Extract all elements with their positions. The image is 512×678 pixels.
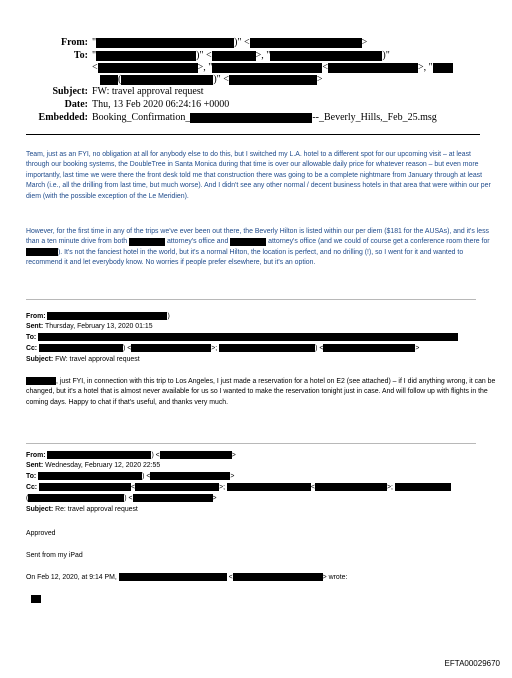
from-value: " )" < >	[92, 37, 368, 48]
to-label: To:	[73, 50, 88, 61]
subject-value: FW: travel approval request	[92, 86, 204, 97]
header-divider	[26, 134, 480, 135]
fw2-to: To: ) < >	[26, 473, 235, 480]
fw1-to	[26, 333, 458, 343]
para2-part-a: However, for the first time in any of the trips we've ever been out there, the Beverly Hilton is listed within our per diem ($181 for the AUSAs), and it's less than a ten minute drive from both	[26, 228, 489, 246]
fw2-subject-value: Re: travel approval request	[55, 506, 138, 513]
fw1-from: From: )	[26, 313, 170, 320]
fw2-to-label: To:	[26, 473, 37, 480]
para2-part-b: attorney's office and	[166, 238, 229, 246]
document-id: EFTA00029670	[444, 659, 500, 668]
forward-separator-1	[26, 299, 476, 300]
fw2-sent-label: Sent:	[26, 462, 44, 469]
fw2-sent	[26, 461, 160, 471]
fw1-subject-label: Subject:	[26, 356, 54, 363]
body-paragraph-1: Team, just as an FYI, no obligation at all for anybody else to do this, but I switched my L.A. hotel to a different spot for our upcoming visit – at least through our booking systems, the DoubleTree in Santa Monica during that time is over our allowable daily price for whatever reason – but even more importantly, last time we were there the front desk told me that construction there was going to be a complete nightmare from January through at least March (i.e., all the drilling from last time, but much worse). And I didn't see any other normal / decent business hotels in that area that were within our per diem (with the possible exception of the Le Meridien).	[26, 151, 491, 200]
fw2-from: From: ) < >	[26, 452, 236, 459]
fw2-on-prefix: On Feb 12, 2020, at 9:14 PM,	[26, 574, 117, 581]
fw2-approved: Approved	[26, 530, 56, 537]
embedded-value	[92, 112, 437, 123]
to-value-line2: < >, " < >, "	[92, 62, 453, 73]
to-value-line3: ( )" < >	[100, 74, 323, 85]
fw2-wrote: wrote:	[328, 574, 348, 581]
from-label: From:	[60, 37, 88, 48]
date-label: Date:	[64, 99, 88, 110]
fw2-subject	[26, 505, 138, 515]
fw2-cc: Cc: < >; < >;	[26, 483, 451, 493]
fw2-subject-label: Subject:	[26, 506, 54, 513]
subject-label: Subject:	[52, 86, 88, 97]
fw2-from-label: From:	[26, 452, 46, 459]
fw1-cc: Cc: ) < >; ) < >	[26, 345, 420, 352]
fw1-from-label: From:	[26, 313, 46, 320]
body-paragraph-2	[26, 227, 492, 269]
para2-part-d: ). It's not the fanciest hotel in the world, but it's a normal Hilton, the location is perfect, and no drilling (!), so I went for it and wanted to recommend it and let everybody know. No worries if people prefer elsewhere, but it's an option.	[26, 248, 464, 267]
fw2-on-line: On Feb 12, 2020, at 9:14 PM, < > wrote:	[26, 574, 348, 581]
fw1-subject	[26, 355, 140, 365]
redaction-block	[31, 595, 41, 603]
fw1-sent-value: Thursday, February 13, 2020 01:15	[45, 323, 153, 330]
para2-part-c: attorney's office (and we could of course get a conference room there for	[268, 238, 490, 246]
embedded-prefix: Booking_Confirmation_	[92, 112, 191, 123]
fw1-body-text: , just FYI, in connection with this trip to Los Angeles, I just made a reservation for a hotel on E2 (see attached) – if I did anything wrong, it can be changed, but it's a hotel that is almost never available for us so I wanted to make the reservation tonight just in case. And will follow up with flights in the coming days. Happy to chat if that's useful, and thanks very much.	[26, 378, 496, 406]
fw2-cc-label: Cc:	[26, 484, 38, 491]
fw1-subject-value: FW: travel approval request	[55, 356, 140, 363]
forward-separator-2	[26, 443, 476, 444]
fw2-sent-value: Wednesday, February 12, 2020 22:55	[45, 462, 161, 469]
embedded-label: Embedded:	[38, 112, 88, 123]
embedded-suffix: --_Beverly_Hills,_Feb_25.msg	[312, 112, 437, 123]
fw1-sent	[26, 322, 153, 332]
date-value: Thu, 13 Feb 2020 06:24:16 +0000	[92, 99, 230, 110]
to-value-line1: " )" < >, " )"	[92, 50, 390, 61]
fw2-cc-continued: ( ) < >	[26, 495, 217, 502]
fw2-sent-from: Sent from my iPad	[26, 552, 83, 559]
fw1-body	[26, 377, 496, 408]
fw1-cc-label: Cc:	[26, 345, 38, 352]
fw1-to-label: To:	[26, 334, 37, 341]
fw1-sent-label: Sent:	[26, 323, 44, 330]
